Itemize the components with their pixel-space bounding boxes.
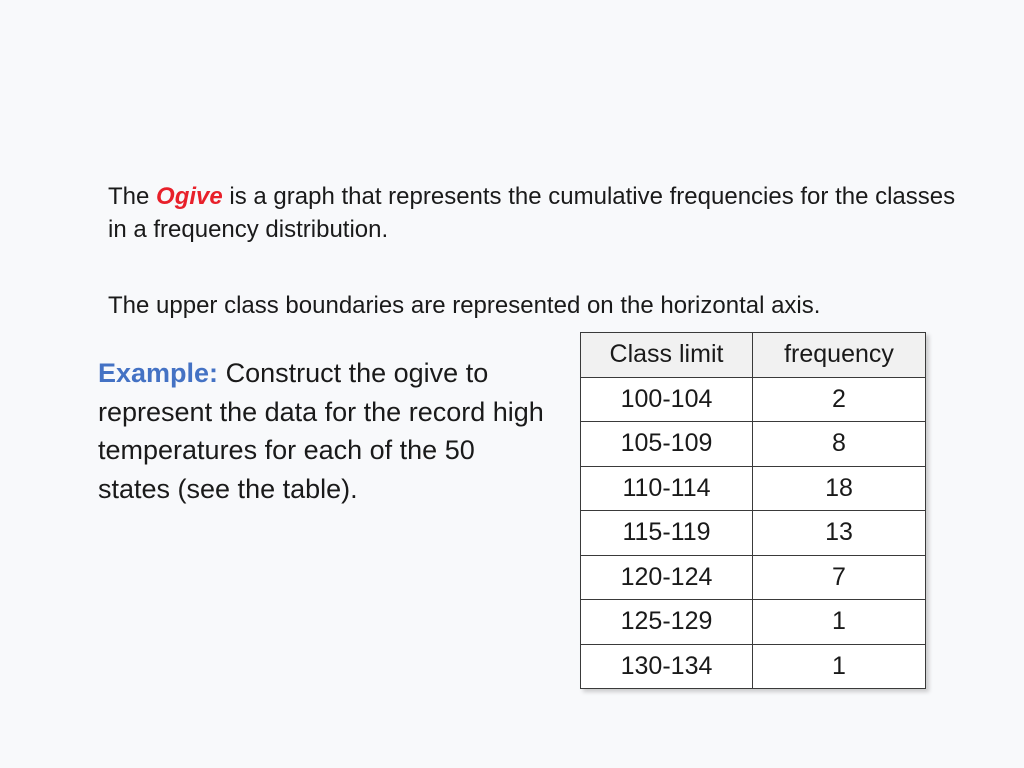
header-class-limit: Class limit [581, 333, 753, 378]
frequency-cell: 13 [753, 511, 926, 556]
table-row [581, 511, 926, 556]
frequency-table [580, 332, 926, 689]
class-limit-cell: 120-124 [581, 555, 753, 600]
class-limit-cell: 100-104 [581, 377, 753, 422]
axis-note: The upper class boundaries are represented on the horizontal axis. [108, 292, 821, 319]
table-row [581, 600, 926, 645]
table-header-row [581, 333, 926, 378]
ogive-definition [108, 180, 968, 246]
frequency-cell: 8 [753, 422, 926, 467]
frequency-cell: 7 [753, 555, 926, 600]
table-row [581, 644, 926, 689]
example-text: Construct the ogive to represent the data for the record high temperatures for each of the 50 states (see the table). [98, 358, 544, 504]
table-row [581, 377, 926, 422]
class-limit-cell: 110-114 [581, 466, 753, 511]
header-frequency: frequency [753, 333, 926, 378]
table-row [581, 466, 926, 511]
table-row [581, 422, 926, 467]
example-label: Example: [98, 358, 219, 388]
class-limit-cell: 125-129 [581, 600, 753, 645]
frequency-cell: 18 [753, 466, 926, 511]
class-limit-cell: 105-109 [581, 422, 753, 467]
definition-prefix: The [108, 183, 157, 210]
example-block [98, 354, 548, 508]
class-limit-cell: 115-119 [581, 511, 753, 556]
frequency-cell: 1 [753, 600, 926, 645]
class-limit-cell: 130-134 [581, 644, 753, 689]
frequency-cell: 1 [753, 644, 926, 689]
ogive-term: Ogive [156, 183, 223, 210]
table-row [581, 555, 926, 600]
definition-text: is a graph that represents the cumulative frequencies for the classes in a frequency distribution. [108, 183, 956, 243]
frequency-cell: 2 [753, 377, 926, 422]
